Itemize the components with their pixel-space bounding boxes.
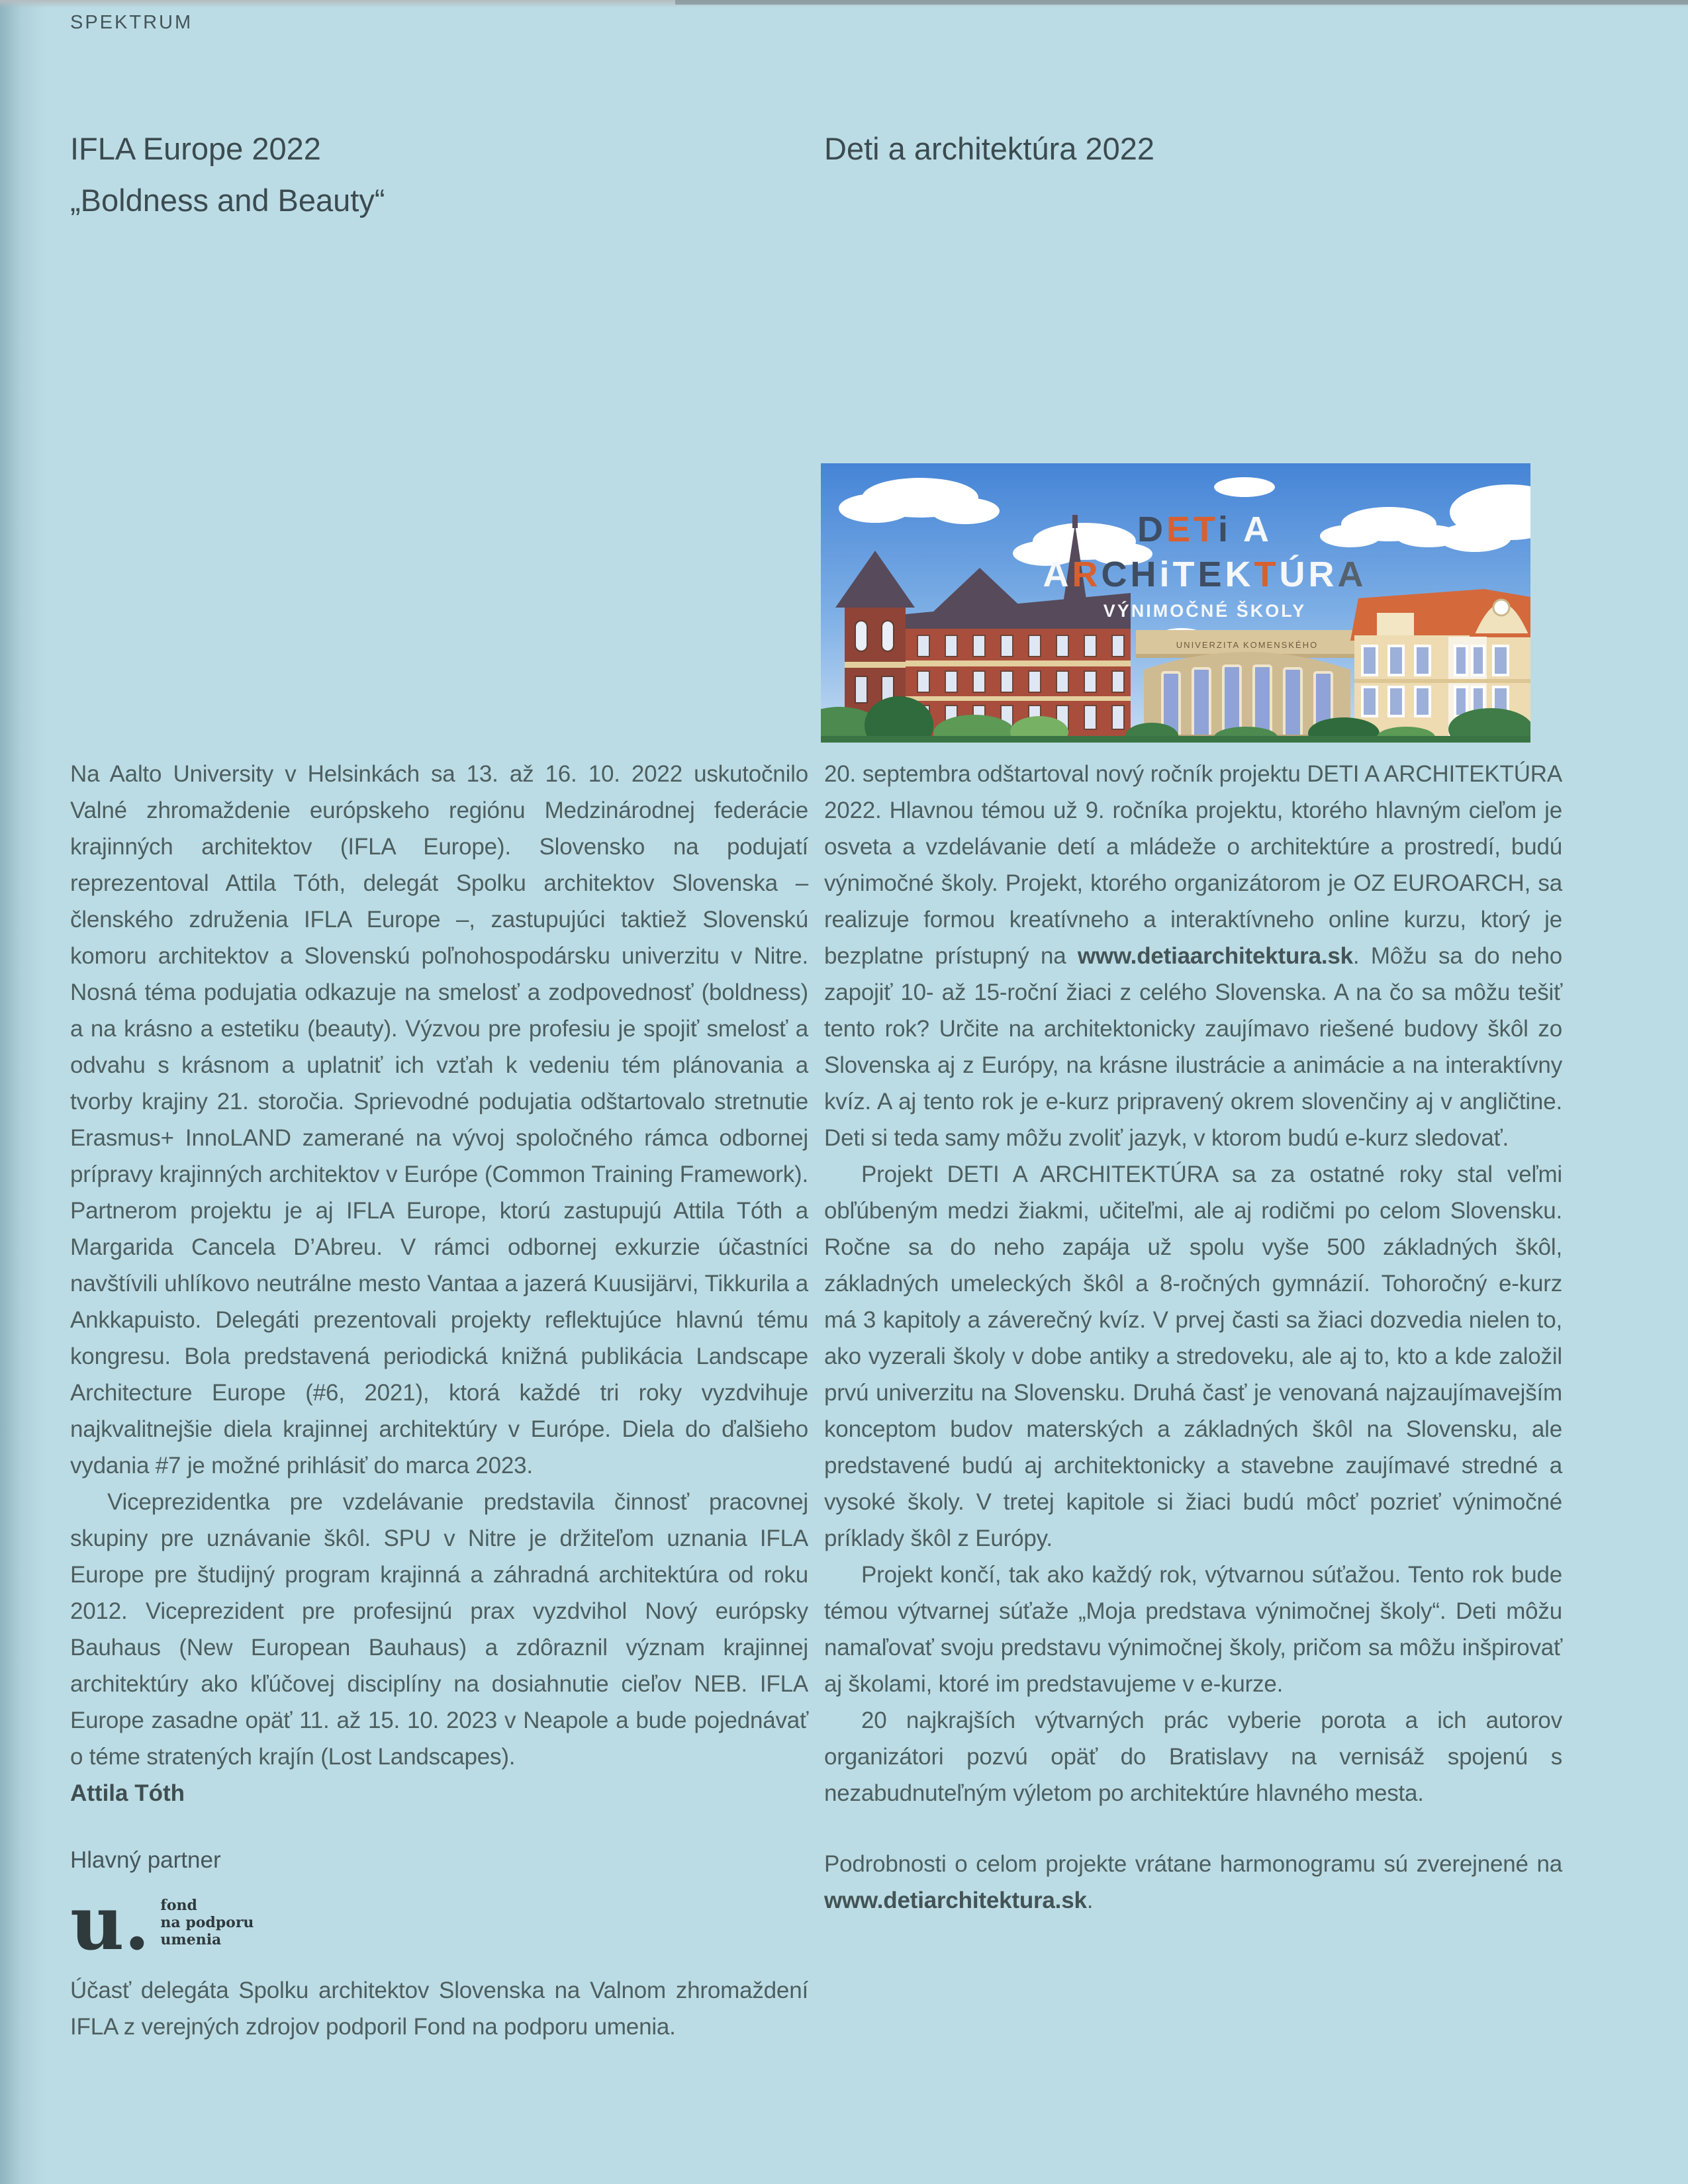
left-article-title-line1: IFLA Europe 2022 — [70, 131, 321, 166]
right-article-body — [824, 756, 1562, 1919]
partner-label: Hlavný partner — [70, 1847, 221, 1873]
illustration-subtitle: VÝNIMOČNÉ ŠKOLY — [1103, 601, 1307, 621]
left-article-body — [70, 756, 808, 2045]
section-label: SPEKTRUM — [70, 12, 193, 33]
deti-a-architektura-illustration — [821, 463, 1530, 743]
illustration-title-line1: DETi A — [1137, 510, 1273, 549]
funding-note: Účasť delegáta Spolku architektov Slovenska na Valnom zhromaždení IFLA z verejných zdrojov podporil Fond na podporu umenia. — [70, 1978, 808, 2040]
fpu-logo — [70, 1880, 808, 1967]
building-sign: UNIVERZITA KOMENSKÉHO — [1176, 640, 1319, 650]
scan-edge-left — [0, 0, 46, 2184]
left-article-title-line2: „Boldness and Beauty“ — [70, 183, 385, 218]
fpu-caption-line: umenia — [160, 1931, 222, 1948]
illustration-canvas — [821, 463, 1530, 743]
illustration-title-line2: ARCHiTEKTÚRA — [1043, 555, 1367, 594]
fpu-caption-line: na podporu — [160, 1914, 254, 1931]
paragraph: 20 najkrajších výtvarných prác vyberie porota a ich autorov organizátori pozvú opäť do Bratislavy na vernisáž spojenú s nezabudnuteľným výletom po architektúre hlavného mesta. — [824, 1707, 1562, 1806]
paragraph: Projekt DETI A ARCHITEKTÚRA sa za ostatné roky stal veľmi obľúbeným medzi žiakmi, učiteľmi, ale aj rodičmi po celom Slovensku. Ročne sa do neho zapája už spolu vyše 500 základných škôl, základných umeleckých škôl a 8-ročných gymnázií. Tohoročný e-kurz má 3 kapitoly a záverečný kvíz. V prvej časti sa žiaci dozvedia nielen to, ako vyzerali školy v dobe antiky a stredoveku, ale aj to, kto a kde založil prvú univerzitu na Slovensku. Druhá časť je venovaná najzaujímavejším konceptom budov materských a základných škôl na Slovensku, ale predstavené budú aj architektonicky a stavebne zaujímavé stredné a vysoké školy. V tretej kapitole si žiaci budú môcť pozrieť výnimočné príklady škôl z Európy. — [824, 1161, 1562, 1551]
paragraph: Na Aalto University v Helsinkách sa 13. až 16. 10. 2022 uskutočnilo Valné zhromaždenie európskeho regiónu Medzinárodnej federácie krajinných architektov (IFLA Europe). Slovensko na podujatí reprezentoval Attila Tóth, delegát Spolku architektov Slovenska – členského združenia IFLA Europe –, zastupujúci taktiež Slovenskú komoru architektov a Slovenskú poľnohospodársku univerzitu v Nitre. Nosná téma podujatia odkazuje na smelosť a zodpovednosť (boldness) a na krásno a estetiku (beauty). Výzvou pre profesiu je spojiť smelosť a odvahu s krásnom a uplatniť ich vzťah k vedeniu tém plánovania a tvorby krajiny 21. storočia. Sprievodné podujatia odštartovalo stretnutie Erasmus+ InnoLAND zamerané na vývoj spoločného rámca odbornej prípravy krajinných architektov v Európe (Common Training Framework). Partnerom projektu je aj IFLA Europe, ktorú zastupujú Attila Tóth a Margarida Cancela D’Abreu. V rámci odbornej exkurzie účastníci navštívili uhlíkovo neutrálne mesto Vantaa a jazerá Kuusijärvi, Tikkurila a Ankkapuisto. Delegáti prezentovali projekty reflektujúce hlavnú tému kongresu. Bola predstavená periodická knižná publikácia Landscape Architecture Europe (#6, 2021), ktorá každé tri roky vyzdvihuje najkvalitnejšie diela krajinnej architektúry v Európe. Diela do ďalšieho vydania #7 je možné prihlásiť do marca 2023. — [70, 761, 808, 1479]
paragraph: Viceprezidentka pre vzdelávanie predstavila činnosť pracovnej skupiny pre uznávanie škôl. SPU v Nitre je držiteľom uznania IFLA Europe pre študijný program krajinná a záhradná architektúra od roku 2012. Viceprezident pre profesijnú prax vyzdvihol Nový európsky Bauhaus (New European Bauhaus) a zdôraznil význam krajinnej architektúry ako kľúčovej disciplíny na dosiahnutie cieľov NEB. IFLA Europe zasadne opäť 11. až 15. 10. 2023 v Neapole a bude pojednávať o téme stratených krajín (Lost Landscapes). — [70, 1489, 808, 1770]
fpu-logo-glyph: u. — [70, 1880, 150, 1967]
right-article-paragraphs — [824, 756, 1562, 1811]
fpu-logo-caption — [160, 1895, 254, 1948]
right-article-title: Deti a architektúra 2022 — [824, 131, 1155, 166]
left-article-paragraphs — [70, 756, 808, 1775]
fpu-caption-line: fond — [160, 1897, 197, 1914]
scan-edge-shadow — [675, 0, 1688, 5]
paragraph: 20. septembra odštartoval nový ročník projektu DETI A ARCHITEKTÚRA 2022. Hlavnou témou už 9. ročníka projektu, ktorého hlavným cieľom je osveta a vzdelávanie detí a mládeže o architektúre a prostredí, budú výnimočné školy. Projekt, ktorého organizátorom je OZ EUROARCH, sa realizuje formou kreatívneho a interaktívneho online kurzu, ktorý je bezplatne prístupný na www.detiaarchitektura.sk. Môžu sa do neho zapojiť 10- až 15-roční žiaci z celého Slovenska. A na čo sa môžu tešiť tento rok? Určite na architektonicky zaujímavo riešené budovy škôl zo Slovenska aj z Európy, na krásne ilustrácie a animácie a na interaktívny kvíz. A aj tento rok je e-kurz pripravený okrem slovenčiny aj v angličtine. Deti si teda samy môžu zvoliť jazyk, v ktorom budú e-kurz sledovať. — [824, 761, 1562, 1151]
left-article-title — [70, 123, 385, 226]
author-signature: Attila Tóth — [70, 1780, 185, 1806]
paragraph: Projekt končí, tak ako každý rok, výtvarnou súťažou. Tento rok bude témou výtvarnej súťaže „Moja predstava výnimočnej školy“. Deti môžu namaľovať svoju predstavu výnimočnej školy, pričom sa môžu inšpirovať aj školami, ktoré im predstavujeme v e-kurze. — [824, 1562, 1562, 1697]
closing-note: Podrobnosti o celom projekte vrátane harmonogramu sú zverejnené na www.detiarchitektura.sk. — [824, 1851, 1562, 1913]
